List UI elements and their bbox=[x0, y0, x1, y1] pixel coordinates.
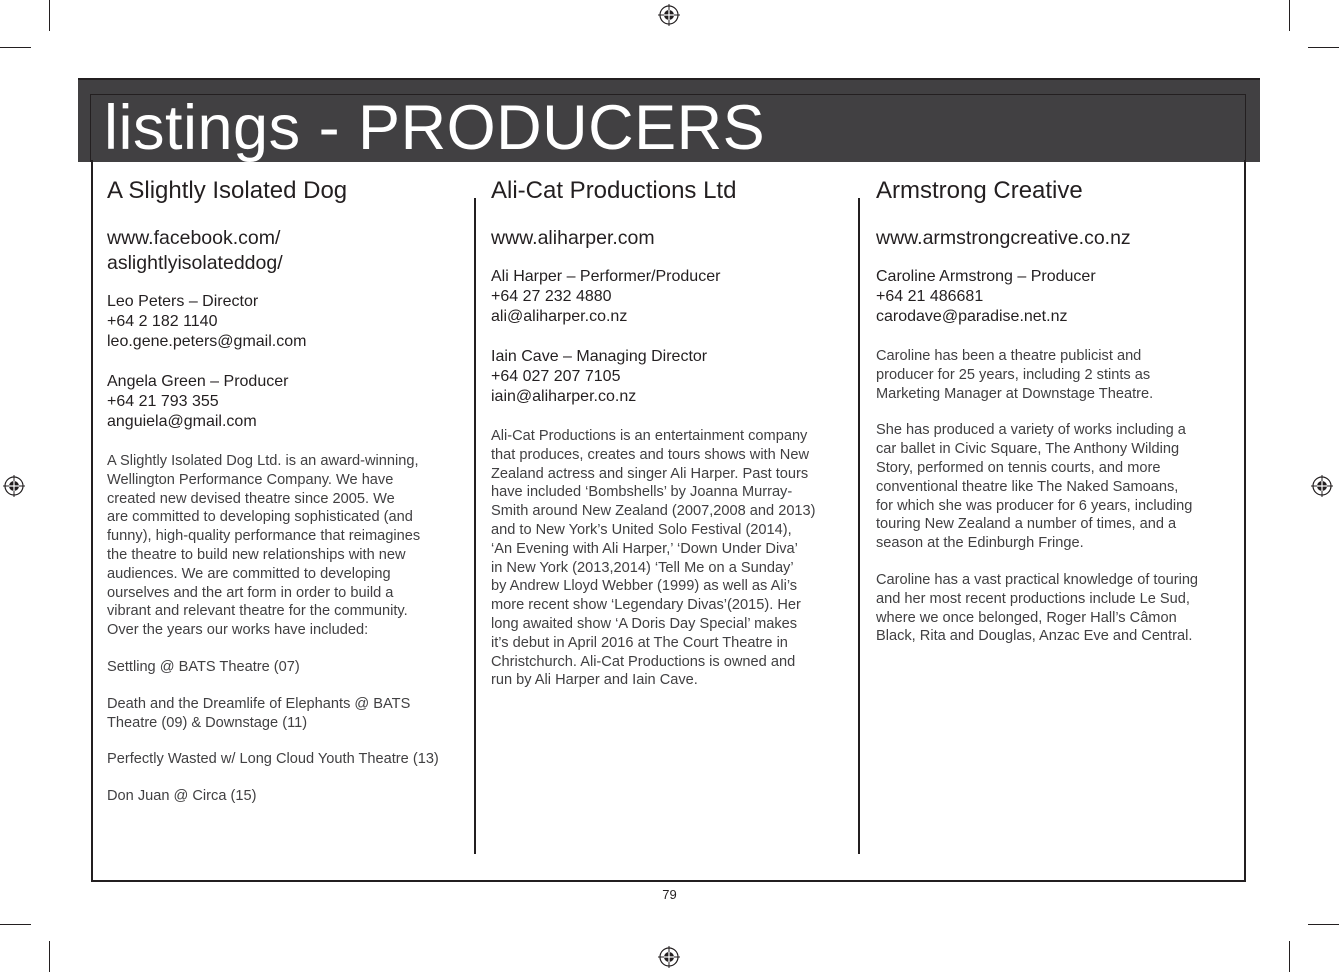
text-line: in New York (2013,2014) ‘Tell Me on a Sunday’ bbox=[491, 559, 794, 576]
text-line: ‘An Evening with Ali Harper,’ ‘Down Under Diva’ bbox=[491, 540, 798, 557]
contact-email: iain@aliharper.co.nz bbox=[491, 388, 637, 405]
contact-phone: +64 21 793 355 bbox=[107, 393, 219, 410]
text-line: audiences. We are committed to developing bbox=[107, 565, 391, 582]
contact-phone: +64 21 486681 bbox=[876, 288, 984, 305]
text-line: conventional theatre like The Naked Samoans, bbox=[876, 478, 1179, 495]
text-line: Black, Rita and Douglas, Anzac Eve and Central. bbox=[876, 628, 1193, 645]
contact-role: Ali Harper – Performer/Producer bbox=[491, 268, 721, 285]
works-item bbox=[107, 658, 459, 677]
text-line: it’s debut in April 2016 at The Court Theatre in bbox=[491, 634, 788, 651]
contact-block bbox=[107, 292, 459, 352]
text-line: Christchurch. Ali-Cat Productions is owned and bbox=[491, 653, 796, 670]
text-line: that produces, creates and tours shows with New bbox=[491, 446, 809, 463]
page-title: listings - PRODUCERS bbox=[104, 93, 766, 163]
contact-block bbox=[107, 372, 459, 432]
text-line: more recent show ‘Legendary Divas’(2015). Her bbox=[491, 597, 801, 614]
text-line: ourselves and the art form in order to build a bbox=[107, 584, 394, 601]
text-line: have included ‘Bombshells’ by Joanna Murray- bbox=[491, 484, 793, 501]
website-url bbox=[107, 226, 459, 276]
column-divider bbox=[858, 198, 860, 854]
text-line: Over the years our works have included: bbox=[107, 622, 369, 639]
description-paragraph bbox=[107, 452, 459, 640]
header-banner bbox=[78, 78, 1260, 162]
contact-phone: +64 27 232 4880 bbox=[491, 288, 612, 305]
text-line: Marketing Manager at Downstage Theatre. bbox=[876, 385, 1154, 402]
contact-phone: +64 2 182 1140 bbox=[107, 313, 218, 330]
text-line: vibrant and relevant theatre for the community. bbox=[107, 603, 408, 620]
text-line: long awaited show ‘A Doris Day Special’ makes bbox=[491, 615, 798, 632]
contact-block bbox=[491, 267, 843, 327]
description-paragraph bbox=[491, 427, 843, 690]
text-line: Settling @ BATS Theatre (07) bbox=[107, 658, 300, 675]
producer-name: Ali-Cat Productions Ltd bbox=[491, 177, 737, 204]
text-line: producer for 25 years, including 2 stints as bbox=[876, 366, 1151, 383]
text-line: Perfectly Wasted w/ Long Cloud Youth Theatre (13) bbox=[107, 751, 439, 768]
website-url-line: aslightlyisolateddog/ bbox=[107, 252, 283, 274]
text-line: touring New Zealand a number of times, and a bbox=[876, 516, 1177, 533]
description-paragraph bbox=[876, 571, 1228, 646]
contact-role: Caroline Armstrong – Producer bbox=[876, 268, 1096, 285]
crop-mark bbox=[1308, 924, 1339, 925]
text-line: Don Juan @ Circa (15) bbox=[107, 788, 257, 805]
works-item bbox=[107, 750, 459, 769]
text-line: Smith around New Zealand (2007,2008 and 2013) bbox=[491, 503, 816, 520]
crop-mark bbox=[49, 0, 50, 31]
column-divider bbox=[474, 198, 476, 854]
crop-mark bbox=[0, 924, 31, 925]
text-line: Caroline has a vast practical knowledge of touring bbox=[876, 571, 1199, 588]
text-line: and to New York’s United Solo Festival (2014), bbox=[491, 521, 792, 538]
registration-mark-icon bbox=[3, 475, 25, 497]
description-paragraph bbox=[876, 421, 1228, 553]
registration-mark-icon bbox=[1311, 475, 1333, 497]
text-line: Theatre (09) & Downstage (11) bbox=[107, 714, 308, 731]
crop-mark bbox=[1289, 941, 1290, 972]
text-line: the theatre to build new relationships with new bbox=[107, 546, 406, 563]
contact-block bbox=[491, 347, 843, 407]
website-url-line: www.armstrongcreative.co.nz bbox=[876, 227, 1131, 249]
text-line: Death and the Dreamlife of Elephants @ BATS bbox=[107, 695, 411, 712]
text-line: and her most recent productions include Le Sud, bbox=[876, 590, 1190, 607]
website-url-line: www.facebook.com/ bbox=[107, 227, 281, 249]
contact-email: anguiela@gmail.com bbox=[107, 413, 257, 430]
website-url-line: www.aliharper.com bbox=[491, 227, 655, 249]
website-url bbox=[876, 226, 1228, 251]
text-line: Caroline has been a theatre publicist and bbox=[876, 348, 1142, 364]
text-line: Zealand actress and singer Ali Harper. Past tours bbox=[491, 465, 809, 482]
text-line: season at the Edinburgh Fringe. bbox=[876, 535, 1084, 552]
registration-mark-icon bbox=[658, 946, 680, 968]
text-line: Wellington Performance Company. We have bbox=[107, 471, 394, 488]
contact-role: Angela Green – Producer bbox=[107, 373, 289, 390]
contact-email: ali@aliharper.co.nz bbox=[491, 308, 628, 325]
works-item bbox=[107, 695, 459, 733]
text-line: Ali-Cat Productions is an entertainment company bbox=[491, 428, 808, 444]
contact-role: Iain Cave – Managing Director bbox=[491, 348, 708, 365]
text-line: A Slightly Isolated Dog Ltd. is an award-winning, bbox=[107, 453, 419, 469]
listing-column-1 bbox=[107, 176, 459, 824]
text-line: for which she was producer for 6 years, including bbox=[876, 497, 1193, 514]
contact-block bbox=[876, 267, 1228, 327]
text-line: Story, performed on tennis courts, and more bbox=[876, 459, 1161, 476]
producer-name: A Slightly Isolated Dog bbox=[107, 177, 348, 204]
text-line: car ballet in Civic Square, The Anthony Wilding bbox=[876, 441, 1180, 458]
text-line: funny), high-quality performance that reimagines bbox=[107, 528, 421, 545]
description-paragraph bbox=[876, 347, 1228, 403]
registration-mark-icon bbox=[658, 4, 680, 26]
listing-column-2 bbox=[491, 176, 843, 708]
text-line: are committed to developing sophisticated (and bbox=[107, 509, 413, 526]
crop-mark bbox=[1308, 47, 1339, 48]
text-line: by Andrew Lloyd Webber (1999) as well as Ali’s bbox=[491, 578, 798, 595]
producer-name: Armstrong Creative bbox=[876, 177, 1083, 204]
crop-mark bbox=[1289, 0, 1290, 31]
page-number: 79 bbox=[662, 887, 677, 902]
listing-column-3 bbox=[876, 176, 1228, 664]
crop-mark bbox=[0, 47, 31, 48]
text-line: She has produced a variety of works including a bbox=[876, 422, 1186, 439]
contact-email: leo.gene.peters@gmail.com bbox=[107, 333, 307, 350]
text-line: created new devised theatre since 2005. We bbox=[107, 490, 395, 507]
crop-mark bbox=[49, 941, 50, 972]
contact-phone: +64 027 207 7105 bbox=[491, 368, 621, 385]
website-url bbox=[491, 226, 843, 251]
text-line: run by Ali Harper and Iain Cave. bbox=[491, 672, 698, 689]
works-item bbox=[107, 787, 459, 806]
contact-email: carodave@paradise.net.nz bbox=[876, 308, 1068, 325]
text-line: where we once belonged, Roger Hall’s Câmon bbox=[876, 609, 1177, 626]
contact-role: Leo Peters – Director bbox=[107, 293, 259, 310]
